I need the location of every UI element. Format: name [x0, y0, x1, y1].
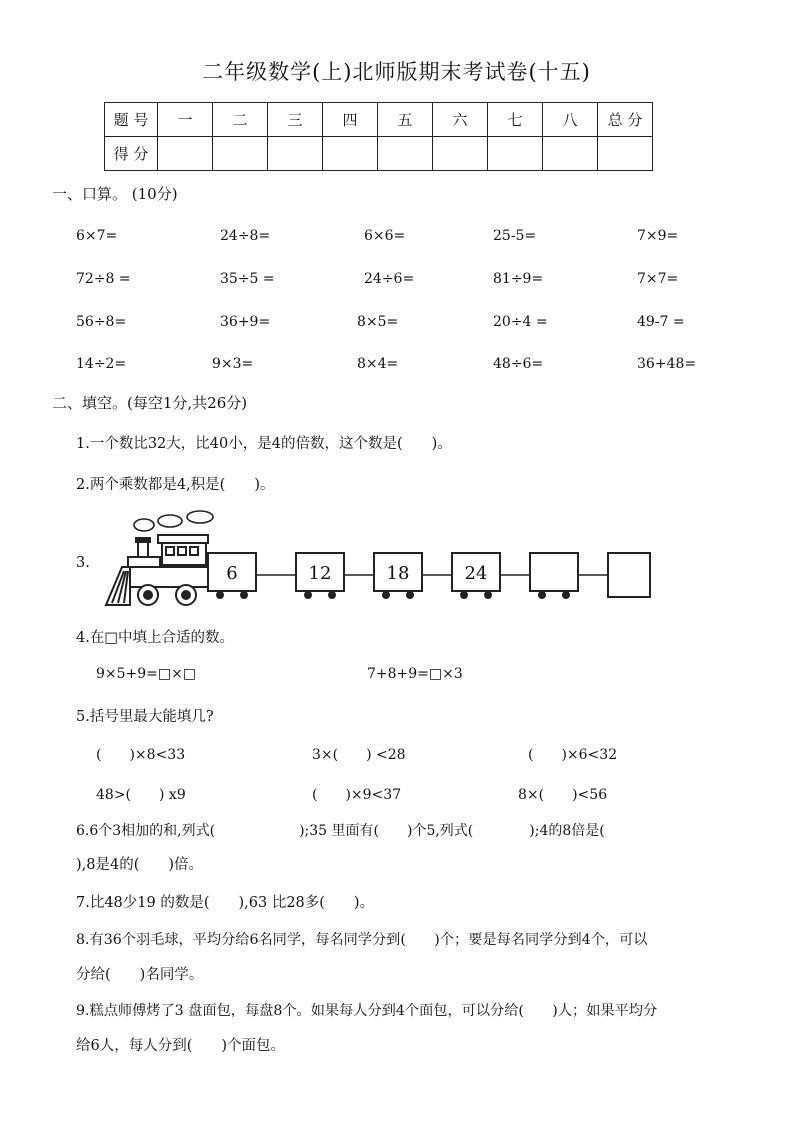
- train-illustration: [100, 505, 660, 610]
- train-wheel: [304, 591, 312, 599]
- calc-item: 24÷6=: [364, 271, 415, 287]
- question-5-item: 8×( )<56: [518, 787, 608, 803]
- calc-item: 24÷8=: [220, 228, 271, 244]
- question-4: 4.在□中填上合适的数。: [76, 630, 235, 646]
- score-header-cell: 二: [213, 103, 268, 137]
- question-7: 7.比48少19 的数是( ),63 比28多( )。: [76, 895, 375, 911]
- smoke-cloud: [134, 519, 154, 531]
- question-5-item: ( )×6<32: [528, 747, 618, 763]
- score-header-cell: 三: [268, 103, 323, 137]
- train-wheel: [328, 591, 336, 599]
- score-header-cell: 五: [378, 103, 433, 137]
- train-wheel: [460, 591, 468, 599]
- score-table: [104, 102, 653, 171]
- train-wheel: [240, 591, 248, 599]
- question-3-label: 3.: [76, 555, 90, 571]
- calc-item: 9×3=: [212, 356, 254, 372]
- question-8-line1: 8.有36个羽毛球，平均分给6名同学，每名同学分到( )个；要是每名同学分到4个，可以: [76, 932, 648, 948]
- score-header-cell: 一: [158, 103, 213, 137]
- train-car: [608, 553, 650, 597]
- score-cell[interactable]: [323, 137, 378, 171]
- question-5-item: ( )×8<33: [96, 747, 186, 763]
- score-cell[interactable]: [433, 137, 488, 171]
- calc-item: 6×7=: [76, 228, 118, 244]
- locomotive: [106, 535, 214, 605]
- calc-item: 81÷9=: [493, 271, 544, 287]
- train-car-number: 18: [386, 563, 410, 584]
- question-5-item: ( )×9<37: [312, 787, 402, 803]
- calc-item: 35÷5 =: [220, 271, 275, 287]
- question-6-line1: 6.6个3相加的和,列式( );35 里面有( )个5,列式( );4的8倍是(: [76, 823, 605, 839]
- train-wheel: [406, 591, 414, 599]
- calc-item: 25-5=: [493, 228, 537, 244]
- question-5: 5.括号里最大能填几?: [76, 709, 214, 725]
- train-wheel: [216, 591, 224, 599]
- calc-item: 8×4=: [357, 356, 399, 372]
- score-cell[interactable]: [213, 137, 268, 171]
- score-cell[interactable]: [158, 137, 213, 171]
- score-cell[interactable]: [378, 137, 433, 171]
- score-table-header-row: [105, 103, 653, 137]
- score-table-score-row: [105, 137, 653, 171]
- calc-item: 72÷8 =: [76, 271, 131, 287]
- score-header-cell: 四: [323, 103, 378, 137]
- question-9-line1: 9.糕点师傅烤了3 盘面包，每盘8个。如果每人分到4个面包，可以分给( )人；如果平均分: [76, 1003, 658, 1019]
- score-header-cell: 总 分: [598, 103, 653, 137]
- score-cell[interactable]: [543, 137, 598, 171]
- score-header-cell: 八: [543, 103, 598, 137]
- score-cell[interactable]: [268, 137, 323, 171]
- score-header-cell: 七: [488, 103, 543, 137]
- calc-item: 56÷8=: [76, 314, 127, 330]
- train-car-number: 24: [464, 563, 488, 584]
- calc-item: 36+48=: [637, 356, 697, 372]
- question-4-item: 7+8+9=□×3: [367, 666, 463, 682]
- train-car-number: 12: [308, 563, 332, 584]
- train-car-number: 6: [226, 563, 238, 584]
- question-9-line2: 给6人，每人分到( )个面包。: [76, 1038, 286, 1054]
- smoke-cloud: [187, 511, 213, 523]
- score-cell[interactable]: [488, 137, 543, 171]
- question-6-line2: ),8是4的( )倍。: [76, 857, 204, 873]
- score-cell[interactable]: [598, 137, 653, 171]
- section1-heading: 一、口算。 (10分): [52, 185, 178, 203]
- question-5-item: 48>( ) x9: [96, 787, 186, 803]
- question-5-item: 3×( ) <28: [312, 747, 406, 763]
- question-2: 2.两个乘数都是4,积是( )。: [76, 477, 275, 493]
- train-wheel: [538, 591, 546, 599]
- smoke-cloud: [158, 515, 182, 527]
- page-title: 二年级数学(上)北师版期末考试卷(十五): [202, 60, 591, 84]
- train-wheel: [382, 591, 390, 599]
- score-header-cell: 六: [433, 103, 488, 137]
- train-wheel: [484, 591, 492, 599]
- question-8-line2: 分给( )名同学。: [76, 967, 204, 983]
- question-4-item: 9×5+9=□×□: [96, 666, 197, 682]
- train-wheel: [562, 591, 570, 599]
- calc-item: 48÷6=: [493, 356, 544, 372]
- calc-item: 7×7=: [637, 271, 679, 287]
- section2-heading: 二、填空。(每空1分,共26分): [52, 394, 248, 412]
- calc-item: 8×5=: [357, 314, 399, 330]
- calc-item: 14÷2=: [76, 356, 127, 372]
- question-1: 1.一个数比32大，比40小，是4的倍数，这个数是( )。: [76, 436, 452, 452]
- calc-item: 7×9=: [637, 228, 679, 244]
- score-row-label: 得 分: [105, 137, 158, 171]
- train-car: [530, 553, 578, 591]
- calc-item: 49-7 =: [637, 314, 685, 330]
- score-header-cell: 题 号: [105, 103, 158, 137]
- calc-item: 36+9=: [220, 314, 271, 330]
- calc-item: 20÷4 =: [493, 314, 548, 330]
- calc-item: 6×6=: [364, 228, 406, 244]
